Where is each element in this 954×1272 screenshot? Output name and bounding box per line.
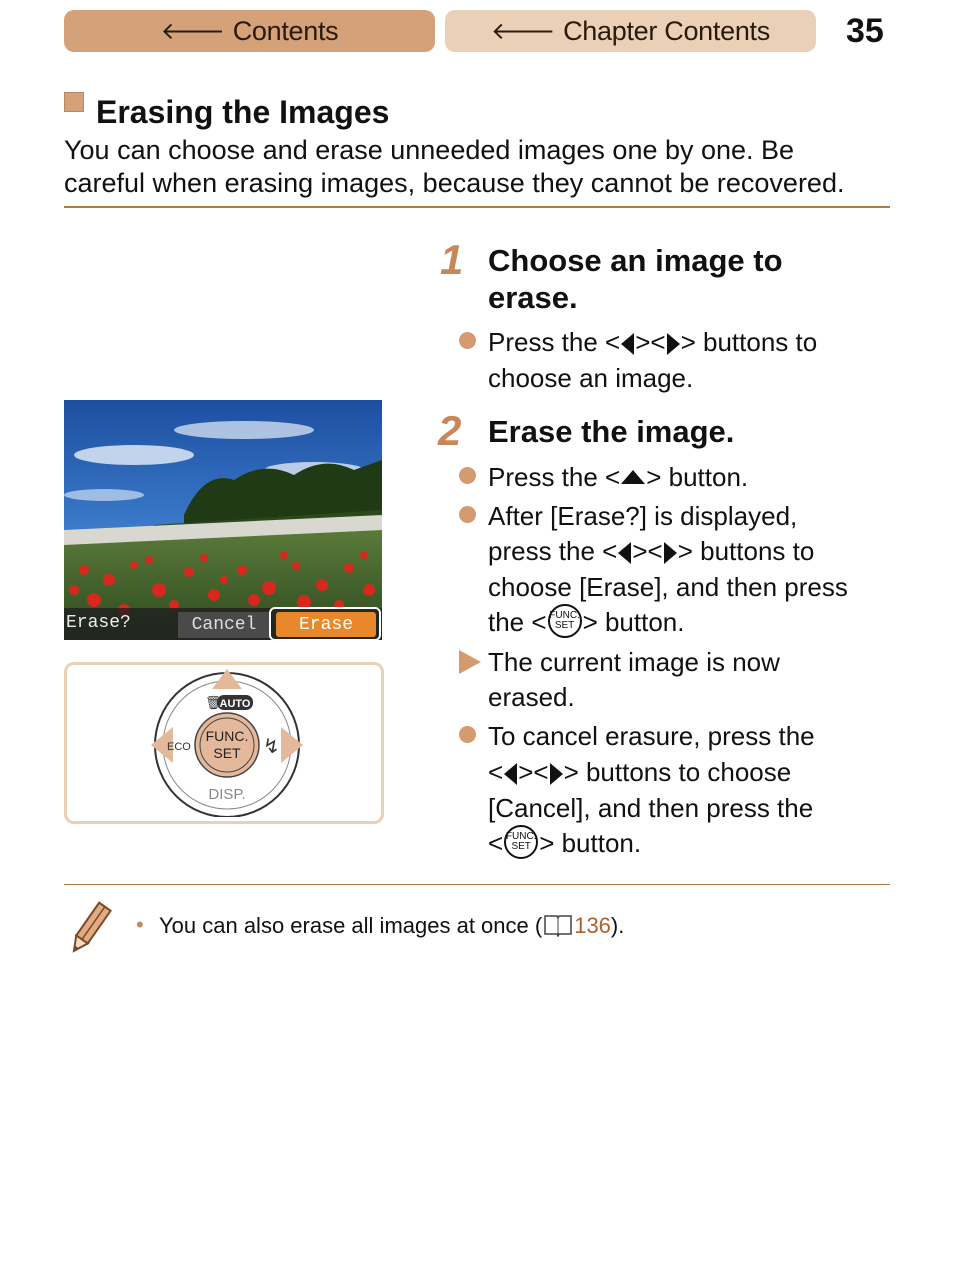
text: >< — [632, 536, 663, 566]
contents-label: Contents — [232, 15, 339, 46]
text: > button. — [539, 828, 642, 858]
text: ). — [610, 913, 625, 938]
section-divider — [64, 206, 890, 208]
erase-prompt: Erase? — [66, 613, 131, 633]
step-2-bullet-3-line2 — [488, 757, 791, 788]
text: press the < — [488, 536, 618, 566]
bullet-icon — [459, 332, 476, 349]
step-1-bullet-1-line2: choose an image. — [488, 363, 694, 393]
text: >< — [635, 327, 666, 357]
text: You can also erase all images at once ( — [159, 913, 543, 938]
step-2-bullet-2-line4 — [488, 607, 684, 638]
book-icon — [543, 913, 573, 937]
control-dial-icon — [147, 667, 307, 817]
right-button-icon — [667, 333, 680, 355]
step-number-1: 1 — [440, 236, 464, 283]
intro-text-line2: careful when erasing images, because they cannot be recovered. — [64, 168, 845, 198]
bullet-icon — [459, 467, 476, 484]
text: Press the < — [488, 462, 621, 492]
trash-icon: 🗑 — [205, 695, 222, 710]
page-reference-link[interactable]: 136 — [574, 913, 611, 938]
step-2-bullet-2-line3: choose [Erase], and then press — [488, 572, 848, 602]
section-title: Erasing the Images — [96, 94, 390, 130]
up-button-icon — [621, 470, 645, 484]
text: > buttons to choose — [563, 757, 792, 787]
left-button-icon — [618, 542, 631, 564]
step-2-bullet-2-line2 — [488, 536, 814, 567]
text: Press the < — [488, 327, 621, 357]
text: < — [488, 757, 504, 787]
text: >< — [518, 757, 549, 787]
right-button-icon — [550, 763, 563, 785]
left-arrow-icon: 🡐 — [160, 18, 225, 45]
bullet-icon — [459, 726, 476, 743]
step-1-title-line2: erase. — [488, 280, 578, 315]
step-2-result-line1: The current image is now — [488, 647, 780, 677]
step-2-result-line2: erased. — [488, 682, 575, 712]
text: > buttons to — [677, 536, 815, 566]
page-number: 35 — [846, 12, 884, 50]
step-2-title: Erase the image. — [488, 414, 735, 449]
step-number-2: 2 — [438, 407, 462, 454]
landscape-photo — [64, 400, 382, 640]
camera-screen-image — [64, 400, 382, 640]
intro-text-line1: You can choose and erase unneeded images one by one. Be — [64, 135, 795, 165]
chapter-contents-label: Chapter Contents — [563, 15, 770, 46]
text: < — [488, 828, 504, 858]
text: > buttons to — [680, 327, 818, 357]
func-set-button-icon: FUNC. SET — [504, 825, 538, 859]
text: > button. — [646, 462, 749, 492]
step-2-bullet-3-line4 — [488, 828, 641, 859]
note-bullet: • — [136, 912, 144, 937]
svg-text:SET: SET — [213, 745, 241, 761]
screen-cancel-option: Cancel — [178, 612, 270, 638]
svg-text:ECO: ECO — [167, 741, 191, 753]
result-arrow-icon — [459, 650, 481, 674]
control-dial-illustration — [64, 662, 384, 824]
pencil-icon — [68, 900, 112, 961]
step-2-bullet-1 — [488, 462, 748, 493]
bullet-icon — [459, 506, 476, 523]
step-1-bullet-1 — [488, 327, 817, 358]
text: the < — [488, 607, 547, 637]
left-button-icon — [621, 333, 634, 355]
contents-button[interactable] — [64, 10, 435, 52]
left-arrow-icon: 🡐 — [491, 18, 556, 45]
step-2-bullet-3-line3: [Cancel], and then press the — [488, 793, 814, 823]
chapter-contents-button[interactable] — [445, 10, 816, 52]
left-button-icon — [504, 763, 517, 785]
note-divider — [64, 884, 890, 885]
section-marker-icon — [64, 92, 84, 112]
step-1-title-line1: Choose an image to — [488, 243, 783, 278]
func-set-button-icon: FUNC. SET — [548, 604, 582, 638]
text: > button. — [582, 607, 685, 637]
step-2-bullet-3-line1: To cancel erasure, press the — [488, 721, 815, 751]
svg-text:DISP.: DISP. — [208, 786, 246, 803]
step-2-bullet-2-line1: After [Erase?] is displayed, — [488, 501, 798, 531]
screen-erase-option: Erase — [276, 612, 376, 637]
svg-text:AUTO: AUTO — [219, 698, 251, 710]
svg-text:FUNC.: FUNC. — [205, 728, 249, 744]
note-text — [159, 913, 624, 939]
flash-icon: ↯ — [263, 734, 280, 758]
right-button-icon — [664, 542, 677, 564]
